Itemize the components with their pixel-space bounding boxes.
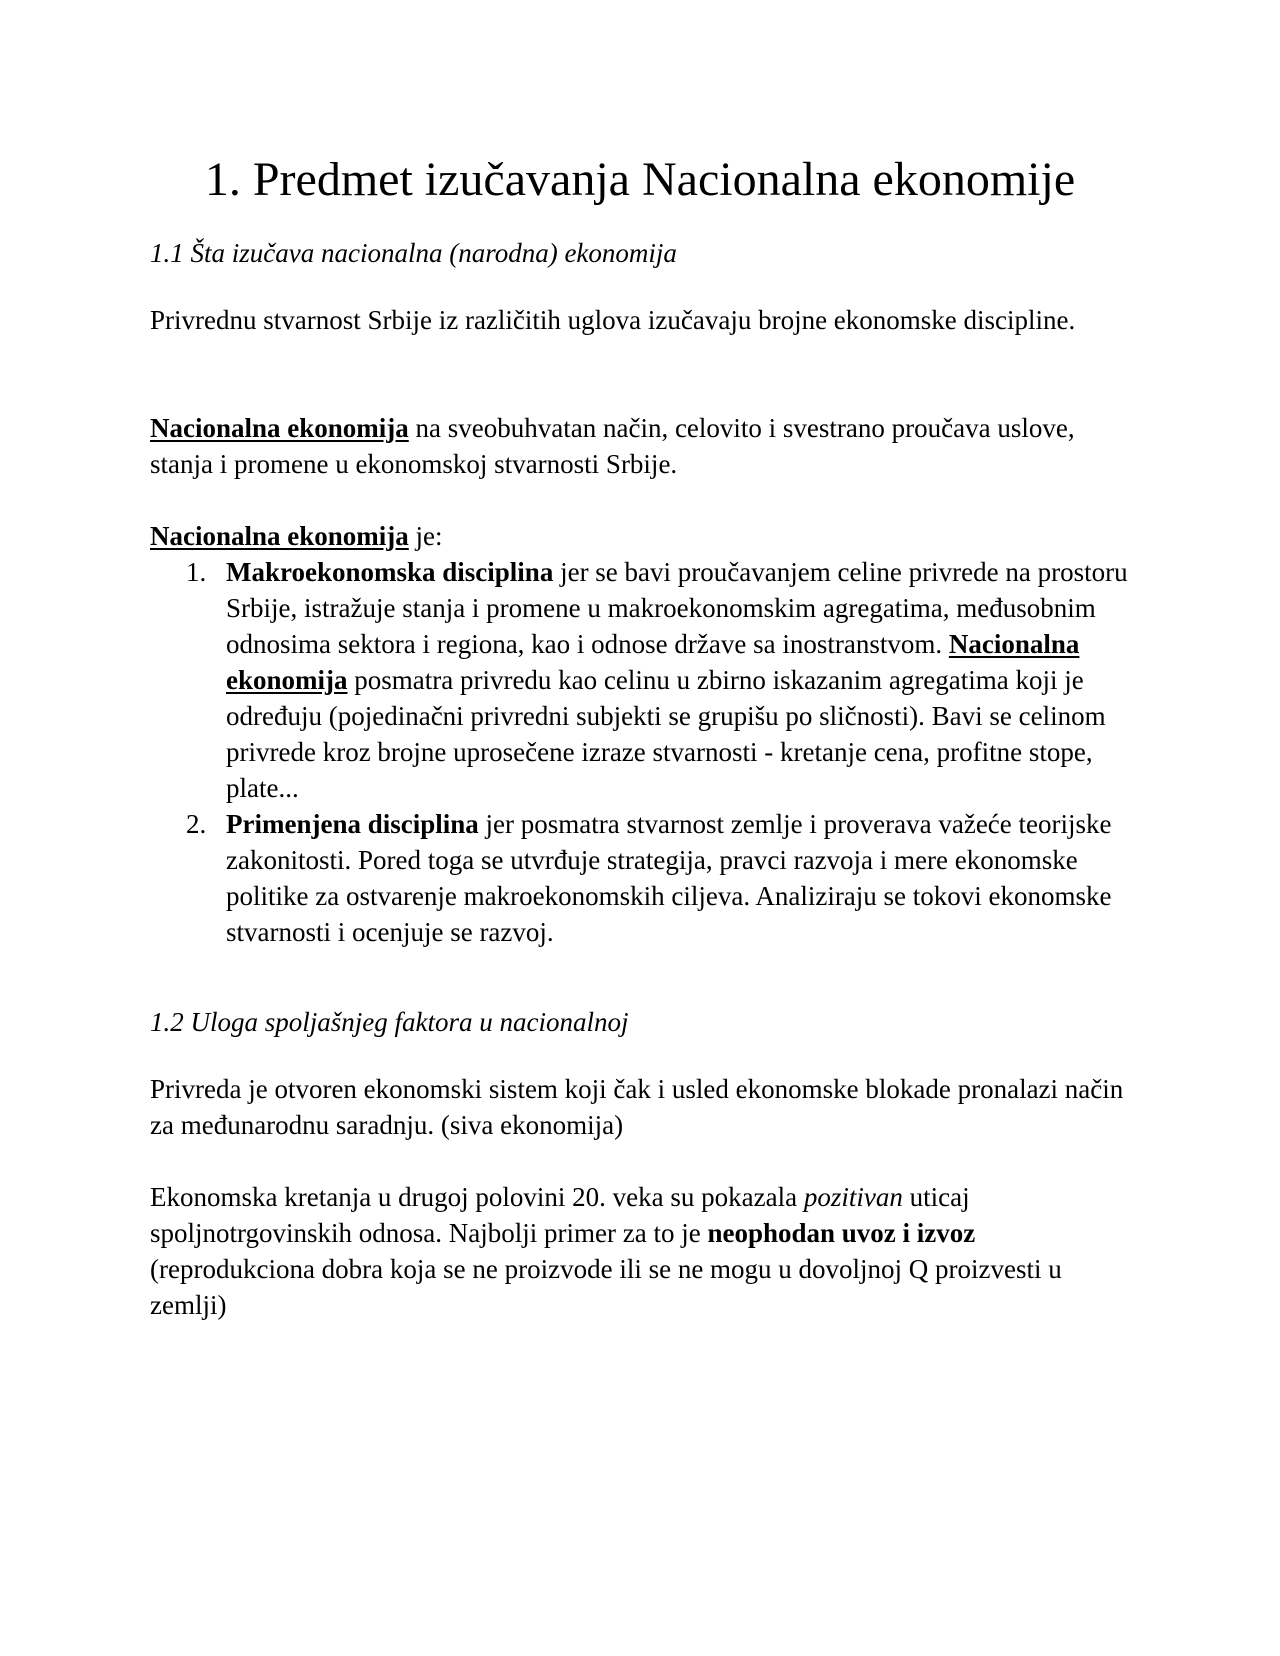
list-item-bold-term: Primenjena disciplina xyxy=(226,809,479,839)
list-item xyxy=(150,554,1140,806)
page-title: 1. Predmet izučavanja Nacionalna ekonomije xyxy=(204,153,1076,206)
section-heading-1-2: 1.2 Uloga spoljašnjeg faktora u nacionalnoj xyxy=(150,1007,629,1037)
paragraph-trade-text-end: (reprodukciona dobra koja se ne proizvode ili se ne mogu u dovoljnoj Q proizvesti u zemlji) xyxy=(150,1254,1062,1320)
paragraph-trade-text: Ekonomska kretanja u drugoj polovini 20. veka su pokazala xyxy=(150,1182,804,1212)
list-item-bold-term: Makroekonomska disciplina xyxy=(226,557,554,587)
paragraph-intro: Privrednu stvarnost Srbije iz različitih uglova izučavaju brojne ekonomske discipline. xyxy=(150,305,1076,335)
term-nacionalna-ekonomija: Nacionalna ekonomija xyxy=(226,629,1080,695)
list-item-text-continued: posmatra privredu kao celinu u zbirno iskazanim agregatima koji je određuju (pojedinačni privredni subjekti se grupišu po sličnosti). Bavi se celinom privrede kroz brojne uprosečene izraze stvarnosti - kretanje cena, profitne stope, plate... xyxy=(226,665,1106,803)
section-heading-1-1: 1.1 Šta izučava nacionalna (narodna) ekonomija xyxy=(150,238,677,268)
paragraph-list-intro-text: je: xyxy=(408,521,443,551)
paragraph-open-economy: Privreda je otvoren ekonomski sistem koji čak i usled ekonomske blokade pronalazi način za međunarodnu saradnju. (siva ekonomija) xyxy=(150,1074,1124,1140)
list-item-text: jer se bavi proučavanjem celine privrede na prostoru Srbije, istražuje stanja i promene u makroekonomskim agregatima, međusobnim odnosima sektora i regiona, kao i odnose države sa inostranstvom. xyxy=(226,557,1128,659)
list-item-number: 2. xyxy=(186,809,207,839)
term-nacionalna-ekonomija: Nacionalna ekonomija xyxy=(150,521,409,551)
paragraph-trade-text-continued: uticaj spoljnotrgovinskih odnosa. Najbolji primer za to je xyxy=(150,1182,970,1248)
numbered-list xyxy=(150,554,1140,950)
list-item-number: 1. xyxy=(186,557,207,587)
bold-term-uvoz-izvoz: neophodan uvoz i izvoz xyxy=(707,1218,976,1248)
paragraph-trade-relations xyxy=(150,1179,1140,1323)
term-nacionalna-ekonomija: Nacionalna ekonomija xyxy=(150,413,409,443)
list-item xyxy=(150,806,1140,950)
paragraph-list-intro xyxy=(150,518,1140,554)
paragraph-definition xyxy=(150,410,1140,482)
italic-term-pozitivan: pozitivan xyxy=(803,1182,903,1212)
paragraph-definition-text: na sveobuhvatan način, celovito i svestrano proučava uslove, stanja i promene u ekonomskoj stvarnosti Srbije. xyxy=(150,413,1075,479)
list-item-text: jer posmatra stvarnost zemlje i proverava važeće teorijske zakonitosti. Pored toga se utvrđuje strategija, pravci razvoja i mere ekonomske politike za ostvarenje makroekonomskih ciljeva. Analiziraju se tokovi ekonomske stvarnosti i ocenjuje se razvoj. xyxy=(226,809,1112,947)
